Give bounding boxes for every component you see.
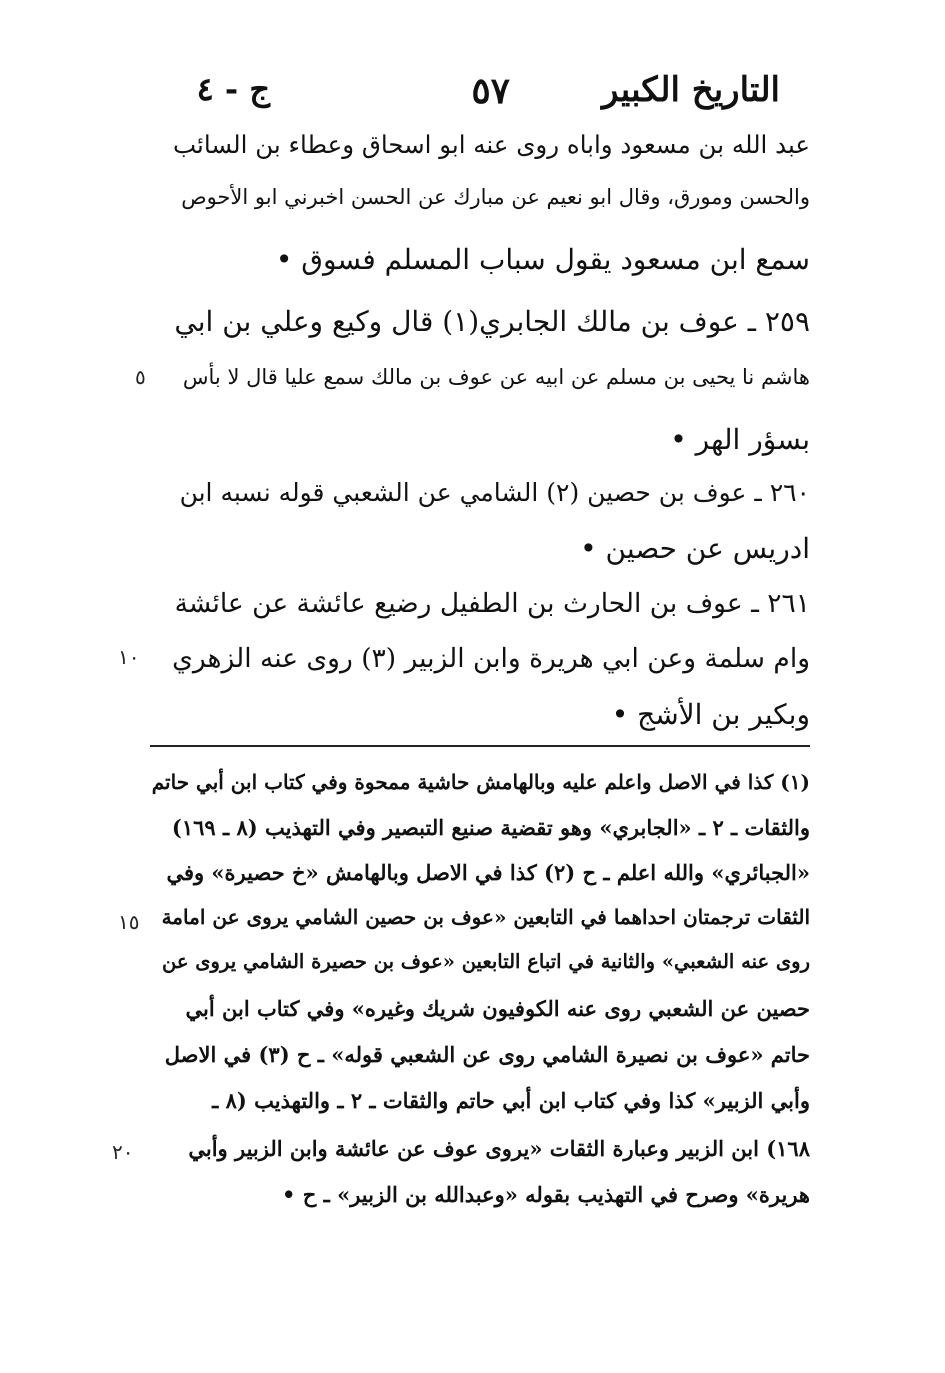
footnote-line: وأبي الزبير» كذا وفي كتاب ابن أبي حاتم والثقات ـ ٢ ـ والتهذيب (٨ ـ [212,1088,810,1113]
text-line: ادريس عن حصين • [580,532,810,565]
line-number-5: ٥ [135,365,146,389]
volume-label: ج - ٤ [196,70,270,108]
entry-261: ٢٦١ ـ عوف بن الحارث بن الطفيل رضيع عائشة عن عائشة [174,588,810,619]
text-line: وبكير بن الأشج • [611,698,810,731]
footnote-line: ١٦٨) ابن الزبير وعبارة الثقات «يروى عوف عن عائشة وابن الزبير وأبي [188,1136,810,1161]
text-line: بسؤر الهر • [670,423,810,456]
text-line: وام سلمة وعن ابي هريرة وابن الزبير (٣) روى عنه الزهري [172,643,810,674]
footnote-line: حصين عن الشعبي روى عنه الكوفيون شريك وغيره» وفي كتاب ابن أبي [185,996,810,1021]
footnote-divider [150,745,810,747]
entry-260: ٢٦٠ ـ عوف بن حصين (٢) الشامي عن الشعبي قوله نسبه ابن [179,478,810,507]
footnote-line: والثقات ـ ٢ ـ «الجابري» وهو تقضية صنيع التبصير وفي التهذيب (٨ ـ ١٦٩) [171,815,810,840]
book-title: التاريخ الكبير [602,70,780,110]
line-number-20: ٢٠ [112,1140,134,1164]
text-line: هاشم نا يحيى بن مسلم عن ابيه عن عوف بن مالك سمع عليا قال لا بأس [182,365,810,389]
footnote-line: الثقات ترجمتان احداهما في التابعين «عوف بن حصين الشامي يروى عن امامة [161,905,810,929]
footnote-line: «الجبائري» والله اعلم ـ ح (٢) كذا في الاصل وبالهامش «خ حصيرة» وفي [166,860,810,885]
text-line: عبد الله بن مسعود واباه روى عنه ابو اسحاق وعطاء بن السائب [172,130,810,159]
text-line: سمع ابن مسعود يقول سباب المسلم فسوق • [275,243,810,276]
line-number-10: ١٠ [118,645,140,669]
text-line: والحسن ومورق، وقال ابو نعيم عن مبارك عن الحسن اخبرني ابو الأحوص [181,185,810,209]
footnote-line: روى عنه الشعبي» والثانية في اتباع التابعين «عوف بن حصيرة الشامي يروى عن [162,950,810,973]
running-header [180,70,780,130]
footnote-line: حاتم «عوف بن نصيرة الشامي روى عن الشعبي قوله» ـ ح (٣) في الاصل [164,1042,810,1067]
footnote-line: هريرة» وصرح في التهذيب بقوله «وعبدالله بن الزبير» ـ ح • [282,1182,810,1207]
footnote-line: (١) كذا في الاصل واعلم عليه وبالهامش حاشية ممحوة وفي كتاب ابن أبي حاتم [151,770,810,794]
line-number-15: ١٥ [118,910,140,934]
page-number: ٥٧ [471,70,510,112]
entry-259: ٢٥٩ ـ عوف بن مالك الجابري(١) قال وكيع وعلي بن ابي [174,305,810,338]
